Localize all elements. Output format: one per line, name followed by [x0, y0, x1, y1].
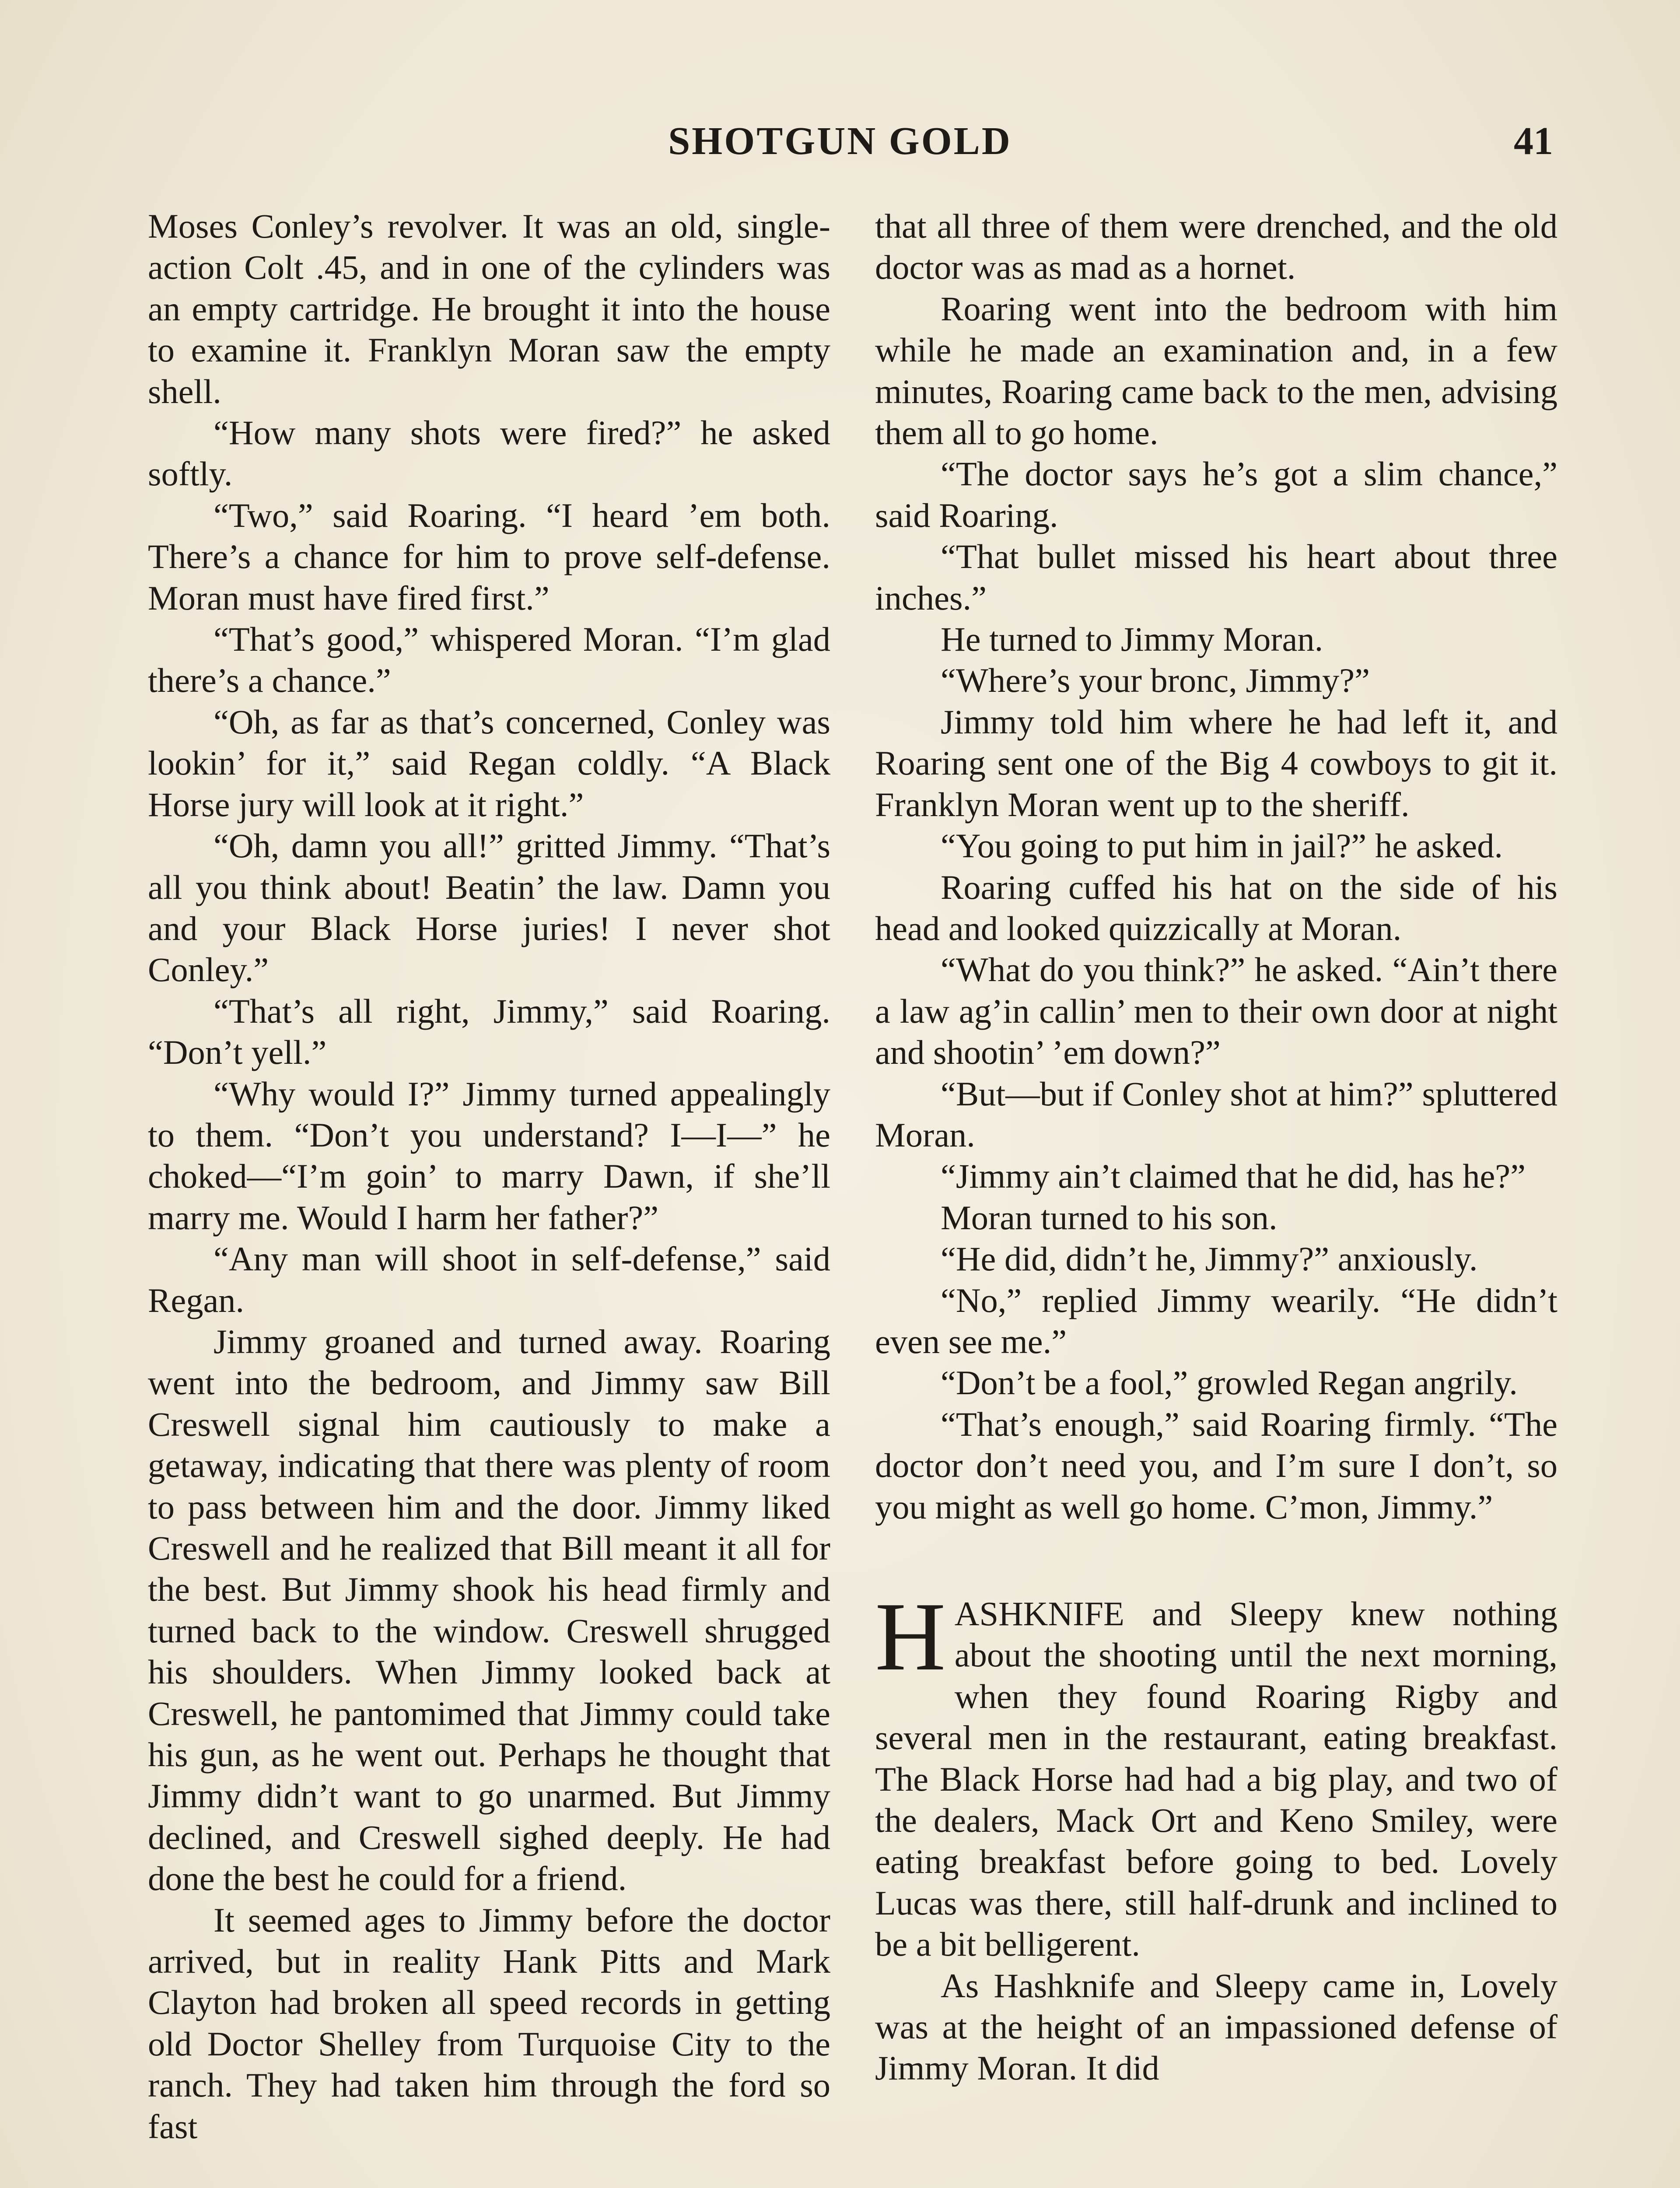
- page-number: 41: [1514, 119, 1553, 163]
- paragraph: “He did, didn’t he, Jimmy?” anxiously.: [941, 1240, 1478, 1278]
- paragraph: Moses Conley’s revolver. It was an old, single-action Colt .45, and in one of the cylinders was an empty cartridge. He brought it into the house to examine it. Franklyn Moran saw the empty shell.: [148, 207, 830, 410]
- section-break: [875, 1528, 1558, 1593]
- paragraph: “Jimmy ain’t claimed that he did, has he?”: [941, 1157, 1526, 1196]
- paragraph: “Why would I?” Jimmy turned appealingly to them. “Don’t you understand? I—I—” he choked—“I’m goin’ to marry Dawn, if she’ll marry me. Would I harm her father?”: [148, 1074, 830, 1237]
- paragraph: “That’s enough,” said Roaring firmly. “The doctor don’t need you, and I’m sure I don’t, so you might as well go home. C’mon, Jimmy.”: [875, 1405, 1558, 1526]
- paragraph: “But—but if Conley shot at him?” spluttered Moran.: [875, 1074, 1558, 1154]
- paragraph: Jimmy told him where he had left it, and Roaring sent one of the Big 4 cowboys to git it. Franklyn Moran went up to the sheriff.: [875, 702, 1558, 824]
- paragraph: that all three of them were drenched, and the old doctor was as mad as a hornet.: [875, 207, 1558, 287]
- right-text-column: [875, 206, 1558, 2089]
- paragraph: Moran turned to his son.: [941, 1198, 1278, 1237]
- paragraph: “The doctor says he’s got a slim chance,” said Roaring.: [875, 455, 1558, 534]
- paragraph: “You going to put him in jail?” he asked.: [941, 827, 1503, 865]
- paragraph: He turned to Jimmy Moran.: [941, 620, 1323, 659]
- paragraph: “Don’t be a fool,” growled Regan angrily.: [941, 1364, 1518, 1402]
- drop-cap: H: [875, 1582, 946, 1691]
- paragraph: “That’s good,” whispered Moran. “I’m glad there’s a chance.”: [148, 620, 830, 700]
- section-opening-paragraph: [875, 1582, 1558, 1965]
- paragraph: “Two,” said Roaring. “I heard ’em both. There’s a chance for him to prove self-defense. Moran must have fired first.”: [148, 496, 830, 617]
- paragraph: “Where’s your bronc, Jimmy?”: [941, 661, 1370, 700]
- section-opening-text: ASHKNIFE and Sleepy knew nothing about the shooting until the next morning, when they found Roaring Rigby and several men in the restaurant, eating breakfast. The Black Horse had had a big play, and two of the dealers, Mack Ort and Keno Smiley, were eating breakfast before going to bed. Lovely Lucas was there, still half-drunk and inclined to be a bit belligerent.: [875, 1595, 1558, 1964]
- paragraph: “How many shots were fired?” he asked softly.: [148, 414, 830, 493]
- paragraph: Roaring cuffed his hat on the side of his head and looked quizzically at Moran.: [875, 868, 1558, 947]
- paragraph: Roaring went into the bedroom with him while he made an examination and, in a few minutes, Roaring came back to the men, advising them all to go home.: [875, 289, 1558, 452]
- running-head-title: SHOTGUN GOLD: [668, 119, 1012, 163]
- paragraph: “What do you think?” he asked. “Ain’t there a law ag’in callin’ men to their own door at night and shootin’ ’em down?”: [875, 950, 1558, 1072]
- paragraph: Jimmy groaned and turned away. Roaring went into the bedroom, and Jimmy saw Bill Creswell signal him cautiously to make a getaway, indicating that there was plenty of room to pass between him and the door. Jimmy liked Creswell and he realized that Bill meant it all for the best. But Jimmy shook his head firmly and turned back to the window. Creswell shrugged his shoulders. When Jimmy looked back at Creswell, he pantomimed that Jimmy could take his gun, as he went out. Perhaps he thought that Jimmy didn’t want to go unarmed. But Jimmy declined, and Creswell sighed deeply. He had done the best he could for a friend.: [148, 1322, 830, 1898]
- paragraph: It seemed ages to Jimmy before the doctor arrived, but in reality Hank Pitts and Mark Clayton had broken all speed records in getting old Doctor Shelley from Turquoise City to the ranch. They had taken him through the ford so fast: [148, 1900, 830, 2146]
- running-head: [0, 117, 1680, 165]
- paragraph: As Hashknife and Sleepy came in, Lovely was at the height of an impassioned defense of Jimmy Moran. It did: [875, 1966, 1558, 2087]
- paragraph: “That bullet missed his heart about three inches.”: [875, 537, 1558, 617]
- paragraph: “No,” replied Jimmy wearily. “He didn’t even see me.”: [875, 1281, 1558, 1360]
- paragraph: “Any man will shoot in self-defense,” said Regan.: [148, 1240, 830, 1319]
- left-text-column: [148, 206, 830, 2147]
- paragraph: “That’s all right, Jimmy,” said Roaring. “Don’t yell.”: [148, 992, 830, 1072]
- paragraph: “Oh, as far as that’s concerned, Conley was lookin’ for it,” said Regan coldly. “A Black Horse jury will look at it right.”: [148, 702, 830, 824]
- paragraph: “Oh, damn you all!” gritted Jimmy. “That’s all you think about! Beatin’ the law. Damn you and your Black Horse juries! I never shot Conley.”: [148, 827, 830, 989]
